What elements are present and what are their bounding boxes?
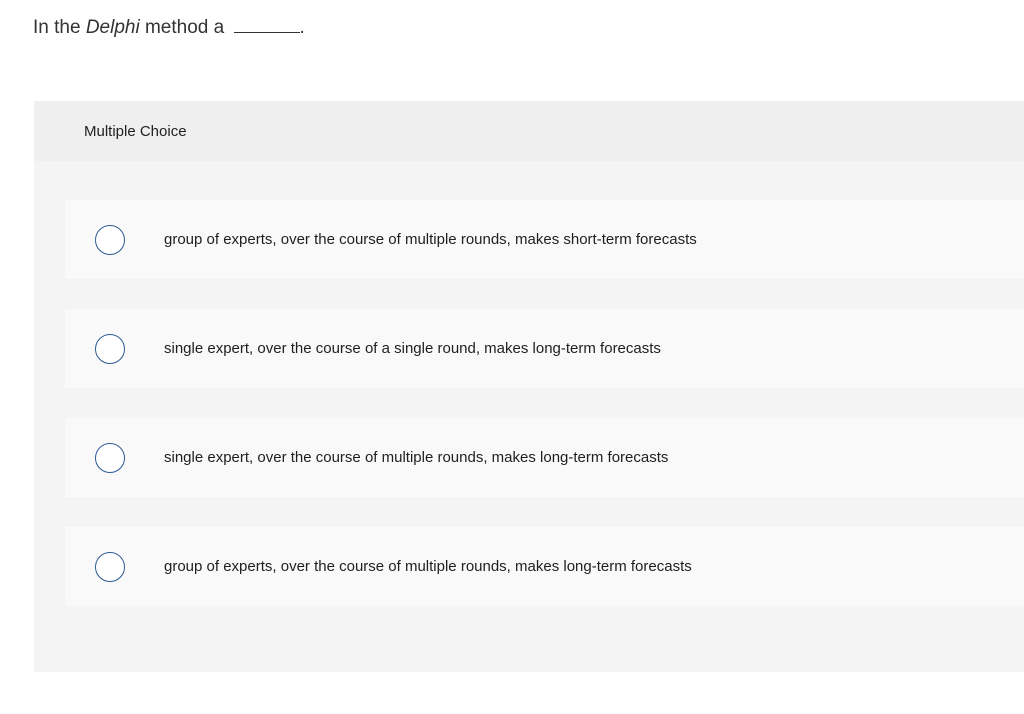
question-blank [234, 14, 300, 33]
answer-option-label: group of experts, over the course of multiple rounds, makes short-term forecasts [164, 231, 697, 248]
answer-option-label: single expert, over the course of a single round, makes long-term forecasts [164, 340, 661, 357]
answer-option-label: single expert, over the course of multiple rounds, makes long-term forecasts [164, 449, 669, 466]
answer-option[interactable] [65, 309, 1024, 388]
radio-button-icon[interactable] [95, 443, 125, 473]
question-emphasis: Delphi [85, 17, 140, 38]
question-end-punct: . [299, 17, 305, 38]
options-list [65, 200, 1024, 636]
panel-header [34, 101, 1024, 161]
panel-title: Multiple Choice [84, 122, 187, 140]
answer-option-label: group of experts, over the course of multiple rounds, makes long-term forecasts [164, 558, 692, 575]
radio-button-icon[interactable] [95, 552, 125, 582]
question-prefix: In the [33, 17, 81, 38]
question-text [33, 14, 305, 41]
radio-button-icon[interactable] [95, 225, 125, 255]
radio-button-icon[interactable] [95, 334, 125, 364]
answer-option[interactable] [65, 200, 1024, 279]
answer-option[interactable] [65, 527, 1024, 606]
multiple-choice-panel [34, 101, 1024, 672]
question-suffix: method a [144, 17, 225, 38]
answer-option[interactable] [65, 418, 1024, 497]
